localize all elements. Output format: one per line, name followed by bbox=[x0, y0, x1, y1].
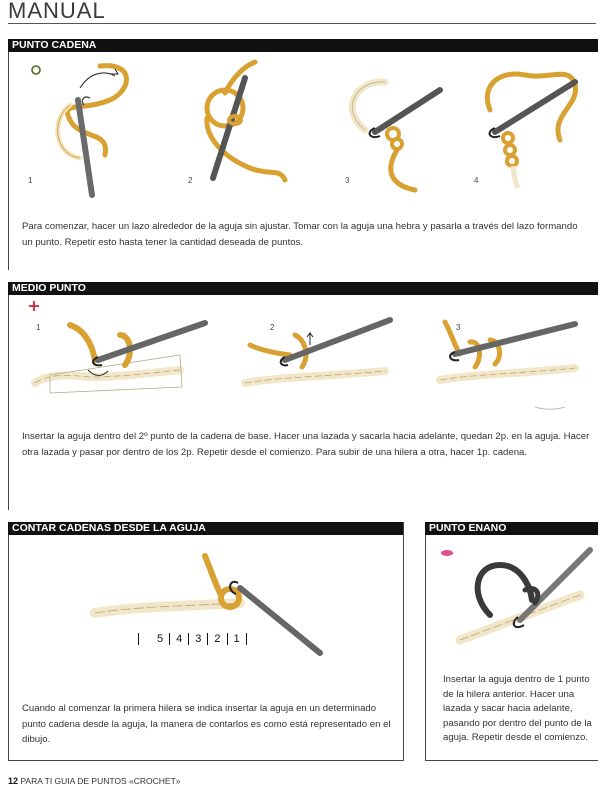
step-number: 2 bbox=[188, 176, 193, 185]
chain-count: 1 bbox=[228, 633, 247, 645]
section-title-punto-cadena: PUNTO CADENA bbox=[8, 39, 598, 52]
footer-text: PARA TI GUIA DE PUNTOS «CROCHET» bbox=[20, 776, 181, 786]
section-title-punto-enano: PUNTO ENANO bbox=[425, 522, 598, 535]
punto-enano-illustration bbox=[450, 545, 595, 650]
medio-punto-description: Insertar la aguja dentro del 2º punto de la cadena de base. Hacer una lazada y sacarla hacia adelante, quedan 2p. en la aguja. Hacer otra lazada y pasar por dentro de los 2p. Repetir desde el comienzo. Para subir de una hilera a otra, hacer 1p. cadena. bbox=[22, 431, 590, 458]
page-title: MANUAL bbox=[8, 0, 106, 23]
contar-cadenas-description: Cuando al comenzar la primera hilera se indica insertar la aguja en un determinado punto cadena desde la aguja, la manera de contarlos es como está representado en el dibujo. bbox=[22, 703, 391, 745]
chain-count: 2 bbox=[208, 633, 227, 645]
section-title-contar-cadenas: CONTAR CADENAS DESDE LA AGUJA bbox=[8, 522, 404, 535]
chain-count: 5 bbox=[151, 633, 170, 645]
punto-cadena-description: Para comenzar, hacer un lazo alrededor de la aguja sin ajustar. Tomar con la aguja una hebra y pasarla a través del lazo formando un punto. Repetir esto hasta tener la cantidad deseada de puntos. bbox=[22, 221, 578, 248]
cadena-step-2-illustration bbox=[185, 58, 295, 188]
cadena-step-4-illustration bbox=[470, 60, 590, 190]
medio-punto-step-1-illustration bbox=[30, 315, 220, 400]
cadena-step-1-illustration bbox=[40, 60, 150, 195]
section-border bbox=[8, 535, 9, 760]
step-number: 2 bbox=[270, 323, 275, 332]
header-divider bbox=[8, 23, 596, 24]
section-border-bottom bbox=[425, 760, 598, 761]
section-border bbox=[8, 295, 9, 510]
step-number: 1 bbox=[28, 176, 33, 185]
section-border-bottom bbox=[8, 760, 404, 761]
chain-count-scale bbox=[138, 633, 247, 645]
page-footer bbox=[8, 776, 181, 786]
medio-punto-step-3-illustration bbox=[425, 312, 595, 412]
step-number: 4 bbox=[474, 176, 479, 185]
section-border bbox=[8, 52, 9, 270]
plus-symbol-icon bbox=[28, 300, 42, 314]
chain-count: 3 bbox=[189, 633, 208, 645]
step-number: 3 bbox=[345, 176, 350, 185]
chain-count: 4 bbox=[170, 633, 189, 645]
punto-enano-description: Insertar la aguja dentro de 1 punto de la hilera anterior. Hacer una lazada y sacar hacia adelante, pasando por dentro del punto de la aguja. Repetir desde el comienzo. bbox=[443, 674, 592, 743]
page-number: 12 bbox=[8, 776, 19, 786]
medio-punto-step-2-illustration bbox=[240, 315, 400, 400]
cadena-step-3-illustration bbox=[335, 70, 455, 195]
step-number: 3 bbox=[456, 323, 461, 332]
section-title-medio-punto: MEDIO PUNTO bbox=[8, 282, 598, 295]
section-divider bbox=[403, 522, 404, 760]
step-number: 1 bbox=[36, 323, 41, 332]
section-border bbox=[425, 535, 426, 760]
